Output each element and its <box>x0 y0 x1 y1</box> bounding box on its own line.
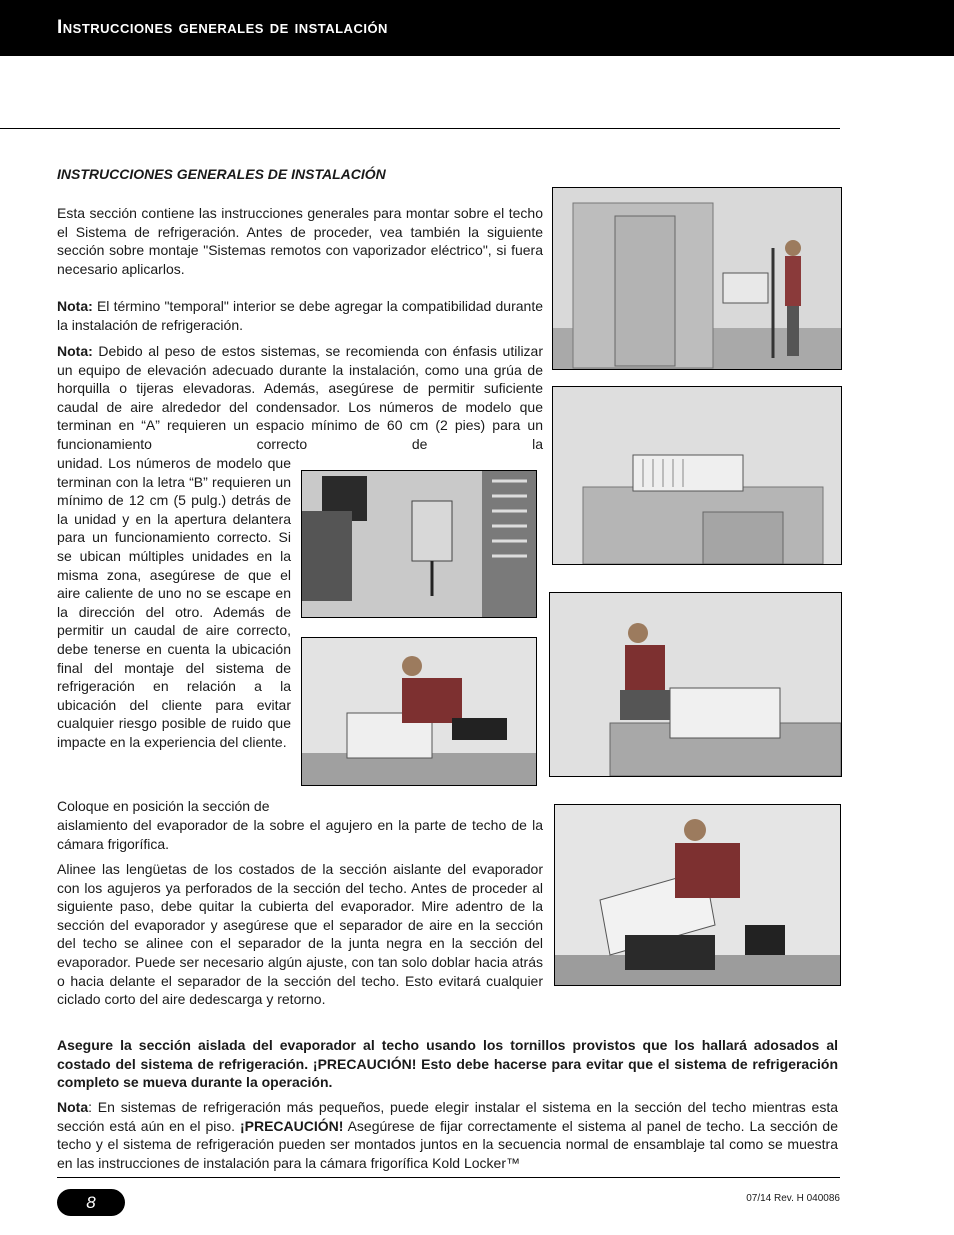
nota2-paragraph <box>57 342 543 454</box>
nota3-label: Nota <box>57 1099 89 1115</box>
nota3-caution: ¡PRECAUCIÓN! <box>239 1117 344 1134</box>
nota2-continued: unidad. Los números de modelo que terminan con la letra “B” requieren un mínimo de 12 cm (5 pulg.) detrás de la unidad y en la apertura delantera para un funcionamiento correcto. Si se ubican múltiples unidades en la misma zona, asegúrese de que el aire caliente de uno no se escape en la dirección del otro. Además de permitir un caudal de aire correcto, debe tenerse en cuenta la ubicación final del montaje del sistema de refrigeración en relación a la ubicación del cliente para evitar cualquier riesgo posible de ruido que impacte en la experiencia del cliente. <box>57 455 291 750</box>
nota2-wide-text: Debido al peso de estos sistemas, se recomienda con énfasis utilizar un equipo de elevación adecuado durante la instalación, como una grúa de horquilla o tijeras elevadoras. Además, asegúrese de permitir suficiente caudal de aire alrededor del condensador. Los números de modelo que terminan en “A” requieren un espacio mínimo de 60 cm (2 pies) para un funcionamiento correcto de la <box>57 343 543 452</box>
photo-cooler-lift <box>552 187 842 370</box>
photo-remove-cover <box>554 804 841 986</box>
coloque-line1: Coloque en posición la sección de <box>57 798 270 814</box>
intro-paragraph: Esta sección contiene las instrucciones generales para montar sobre el techo el Sistema de refrigeración. Antes de proceder, vea también la siguiente sección sobre montaje "Sistemas remotos con vaporizador eléctrico", si fuera necesario aplicarlos. <box>57 205 543 277</box>
footer-divider <box>57 1177 840 1178</box>
nota3-text-b: Asegúrese de fijar correctamente el sistema al panel de techo. La sección de techo y el sistema de refrigeración pueden ser montados juntos en la secuencia normal de ensamblaje tal como se muestra en las instrucciones de instalación para la cámara frigorífica Kold Locker™ <box>57 1117 838 1171</box>
photo-kneeling-install <box>301 637 537 786</box>
photo-drilling <box>301 470 537 618</box>
page-header-bar <box>0 0 954 56</box>
nota2-label: Nota: <box>57 343 93 359</box>
nota1-label: Nota: <box>57 298 93 314</box>
top-divider <box>0 128 840 129</box>
nota3-paragraph <box>57 1098 838 1172</box>
alinee-paragraph: Alinee las lengüetas de los costados de la sección aislante del evaporador con los agujeros ya perforados de la sección del techo. Antes de proceder al siguiente paso, debe quitar la cubierta del evaporador. Mire adentro de la sección del evaporador y asegúrese que el separador de aire en la sección del techo se alinee con el separador de la junta negra en la sección del evaporador. Puede ser necesario algún ajuste, con tan solo doblar hacia atrás o hacia delante el separador de la sección del techo. Esto evitará cualquier ciclado corto del aire dedescarga y retorno. <box>57 861 543 1008</box>
asegure-paragraph: Asegure la sección aislada del evaporador al techo usando los tornillos provistos que los hallará adosados al costado del sistema de refrigeración. ¡PRECAUCIÓN! Esto debe hacerse para evitar que el sistema de refrigeración completo se mueva durante la operación. <box>57 1037 838 1091</box>
section-title: INSTRUCCIONES GENERALES DE INSTALACIÓN <box>57 166 386 182</box>
coloque-paragraph: aislamiento del evaporador de la sobre el agujero en la parte de techo de la cámara frigorífica. <box>57 817 543 852</box>
nota1-text: El término "temporal" interior se debe agregar la compatibilidad durante la instalación de refrigeración. <box>57 298 543 333</box>
nota1-paragraph <box>57 297 543 334</box>
photo-evaporator-section <box>549 592 842 777</box>
nota3-text-a: : En sistemas de refrigeración más pequeños, puede elegir instalar el sistema en la sección del techo mientras esta sección está aún en el piso. <box>57 1099 838 1134</box>
header-title: Instrucciones generales de instalación <box>57 17 388 38</box>
photo-unit-on-roof <box>552 386 842 565</box>
page-number: 8 <box>57 1189 125 1216</box>
footer-code: 07/14 Rev. H 040086 <box>746 1193 840 1204</box>
